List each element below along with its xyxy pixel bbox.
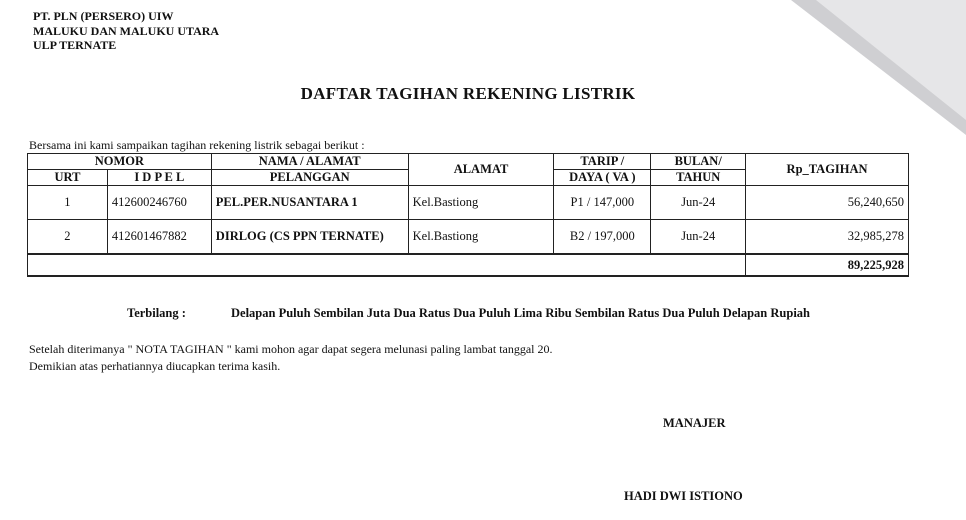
header-tarip-line2: DAYA ( VA ): [554, 170, 651, 186]
company-header: [33, 9, 219, 53]
cell-nama: DIRLOG (CS PPN TERNATE): [211, 220, 408, 255]
header-tagihan: Rp_TAGIHAN: [746, 154, 909, 186]
closing-line-2: Demikian atas perhatiannya diucapkan terima kasih.: [29, 359, 281, 373]
header-bulan-line2: TAHUN: [651, 170, 746, 186]
table-row: [28, 220, 909, 255]
total-label-cell: [28, 254, 746, 276]
cell-tagihan: 32,985,278: [746, 220, 909, 255]
cell-alamat: Kel.Bastiong: [408, 186, 554, 220]
terbilang-label: Terbilang :: [127, 306, 186, 320]
cell-alamat: Kel.Bastiong: [408, 220, 554, 255]
header-alamat: ALAMAT: [408, 154, 554, 186]
table-row: [28, 186, 909, 220]
cell-nama: PEL.PER.NUSANTARA 1: [211, 186, 408, 220]
cell-urt: 1: [28, 186, 108, 220]
cell-idpel: 412600246760: [107, 186, 211, 220]
header-idpel: I D P E L: [107, 170, 211, 186]
company-name: PT. PLN (PERSERO) UIW: [33, 9, 174, 23]
signature-position: MANAJER: [663, 416, 726, 430]
cell-urt: 2: [28, 220, 108, 255]
total-tagihan: 89,225,928: [746, 254, 909, 276]
cell-tarip: P1 / 147,000: [554, 186, 651, 220]
cell-tarip: B2 / 197,000: [554, 220, 651, 255]
header-nama-line1: NAMA / ALAMAT: [211, 154, 408, 170]
header-tarip-line1: TARIP /: [554, 154, 651, 170]
intro-text: Bersama ini kami sampaikan tagihan rekening listrik sebagai berikut :: [29, 138, 365, 152]
signature-name: HADI DWI ISTIONO: [624, 489, 743, 503]
company-unit: ULP TERNATE: [33, 38, 117, 52]
closing-line-1: Setelah diterimanya " NOTA TAGIHAN " kami mohon agar dapat segera melunasi paling lambat tanggal 20.: [29, 342, 553, 356]
header-nama-line2: PELANGGAN: [211, 170, 408, 186]
header-bulan-line1: BULAN/: [651, 154, 746, 170]
terbilang-text: Delapan Puluh Sembilan Juta Dua Ratus Dua Puluh Lima Ribu Sembilan Ratus Dua Puluh Delapan Rupiah: [231, 306, 810, 320]
closing-text: [29, 341, 553, 375]
header-urt: URT: [28, 170, 108, 186]
cell-bulan: Jun-24: [651, 220, 746, 255]
header-nomor: NOMOR: [28, 154, 212, 170]
company-region: MALUKU DAN MALUKU UTARA: [33, 23, 220, 38]
cell-idpel: 412601467882: [107, 220, 211, 255]
total-row: [28, 254, 909, 276]
bill-table: [27, 153, 909, 277]
cell-bulan: Jun-24: [651, 186, 746, 220]
document-title: [0, 84, 966, 104]
document-title-text: DAFTAR TAGIHAN REKENING LISTRIK: [300, 84, 636, 103]
cell-tagihan: 56,240,650: [746, 186, 909, 220]
table-header-row-1: [28, 154, 909, 170]
